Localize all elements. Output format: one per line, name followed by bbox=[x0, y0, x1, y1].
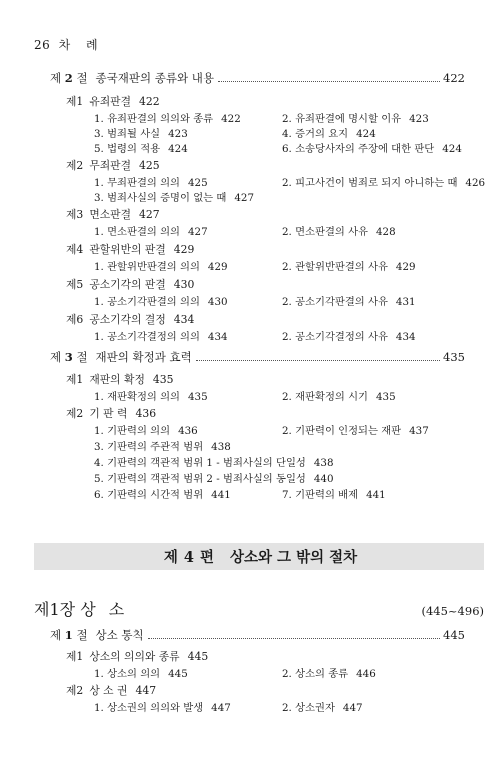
section-page: 422 bbox=[443, 71, 465, 85]
toc-item[interactable] bbox=[94, 454, 334, 469]
entry-text: 6. 소송당사자의 주장에 대한 판단 bbox=[282, 143, 435, 155]
leader-dots bbox=[218, 81, 440, 82]
section-2-entry[interactable] bbox=[50, 70, 465, 86]
entry-text: 2. 공소기각판결의 사유 bbox=[282, 296, 388, 308]
page-number: 423 bbox=[168, 128, 188, 140]
entry-text: 2. 피고사건이 범죄로 되지 아니하는 때 bbox=[282, 177, 458, 189]
leader-dots bbox=[196, 360, 440, 361]
subsection-entry[interactable] bbox=[66, 94, 160, 109]
entry-text: 2. 면소판결의 사유 bbox=[282, 226, 368, 238]
entry-text: 5. 법령의 적용 bbox=[94, 143, 161, 155]
page-number: 435 bbox=[188, 391, 208, 403]
toc-item[interactable] bbox=[94, 125, 188, 140]
page-number: 445 bbox=[187, 650, 209, 663]
entry-text: 3. 범죄될 사실 bbox=[94, 128, 161, 140]
toc-item[interactable] bbox=[282, 486, 386, 501]
page-number: 427 bbox=[188, 226, 208, 238]
page-number: 441 bbox=[211, 489, 231, 501]
page-number: 436 bbox=[135, 407, 157, 420]
subsection-entry[interactable] bbox=[66, 158, 160, 173]
part-label bbox=[161, 546, 217, 567]
entry-text: 2. 재판확정의 시기 bbox=[282, 391, 368, 403]
page-number: 426 bbox=[465, 177, 486, 189]
chapter-heading[interactable] bbox=[34, 597, 484, 620]
page-number: 429 bbox=[173, 243, 195, 256]
entry-text: 제4 bbox=[66, 243, 84, 256]
section-number bbox=[50, 349, 88, 365]
toc-item[interactable] bbox=[282, 699, 363, 714]
page-number: 435 bbox=[152, 373, 174, 386]
page-number: 431 bbox=[395, 296, 416, 308]
entry-text: 기 판 력 bbox=[89, 407, 128, 420]
entry-text: 2. 기판력이 인정되는 재판 bbox=[282, 425, 402, 437]
toc-item[interactable] bbox=[94, 665, 188, 680]
entry-text: 3. 기판력의 주관적 범위 bbox=[94, 441, 204, 453]
entry-text: 제1 bbox=[66, 650, 84, 663]
section-number bbox=[50, 627, 88, 643]
page-number: 422 bbox=[221, 113, 241, 125]
entry-text: 상소의 의의와 종류 bbox=[89, 650, 180, 663]
entry-text: 4. 증거의 요지 bbox=[282, 128, 349, 140]
page-number: 447 bbox=[135, 684, 157, 697]
entry-text: 2. 공소기각결정의 사유 bbox=[282, 331, 388, 343]
entry-text: 2. 관할위반판결의 사유 bbox=[282, 261, 388, 273]
page-number: 424 bbox=[442, 143, 462, 155]
entry-text: 제6 bbox=[66, 313, 84, 326]
toc-item[interactable] bbox=[94, 223, 208, 238]
page-number: 429 bbox=[395, 261, 416, 273]
toc-item[interactable] bbox=[94, 699, 231, 714]
page-number: 436 bbox=[178, 425, 198, 437]
toc-item[interactable] bbox=[94, 174, 208, 189]
entry-text: 3. 범죄사실의 증명이 없는 때 bbox=[94, 192, 227, 204]
entry-text: 1. 기판력의 의의 bbox=[94, 425, 171, 437]
section-title: 재판의 확정과 효력 bbox=[95, 350, 192, 364]
page-number: 425 bbox=[139, 159, 160, 172]
entry-text: 절 bbox=[76, 628, 88, 642]
entry-text: 1. 상소의 의의 bbox=[94, 668, 161, 680]
entry-text: 제1장 bbox=[34, 600, 76, 619]
entry-text: 유죄판결 bbox=[89, 95, 132, 108]
page-number: 423 bbox=[409, 113, 429, 125]
toc-item[interactable] bbox=[94, 388, 208, 403]
running-header bbox=[34, 36, 104, 53]
chapter-page-range: (445~496) bbox=[421, 604, 484, 618]
entry-text: 제2 bbox=[66, 159, 84, 172]
entry-text: 3 bbox=[64, 350, 73, 364]
toc-item[interactable] bbox=[94, 140, 188, 155]
header-title: 차 례 bbox=[58, 38, 104, 52]
page-number: 438 bbox=[211, 441, 231, 453]
toc-item[interactable] bbox=[282, 223, 396, 238]
page-number: 424 bbox=[168, 143, 188, 155]
entry-text: 1. 상소권의 의의와 발생 bbox=[94, 702, 204, 714]
subsection-entry[interactable] bbox=[66, 406, 156, 421]
entry-text: 2. 상소의 종류 bbox=[282, 668, 349, 680]
entry-text: 제 bbox=[50, 628, 62, 642]
entry-text: 2 bbox=[64, 71, 73, 85]
toc-item[interactable] bbox=[94, 293, 228, 308]
page-number: 424 bbox=[356, 128, 376, 140]
page-number: 445 bbox=[168, 668, 188, 680]
entry-text: 1 bbox=[64, 628, 73, 642]
entry-text: 5. 기판력의 객관적 범위 2 - 범죄사실의 동일성 bbox=[94, 473, 306, 485]
entry-text: 1. 유죄판결의 의의와 종류 bbox=[94, 113, 214, 125]
section-3-entry[interactable] bbox=[50, 349, 465, 365]
section-title: 종국재판의 종류와 내용 bbox=[95, 71, 214, 85]
entry-text: 4 bbox=[183, 549, 194, 566]
toc-item[interactable] bbox=[94, 438, 231, 453]
toc-item[interactable] bbox=[282, 422, 429, 437]
entry-text: 1. 재판확정의 의의 bbox=[94, 391, 180, 403]
entry-text: 1. 공소기각판결의 의의 bbox=[94, 296, 200, 308]
entry-text: 제1 bbox=[66, 373, 84, 386]
toc-item[interactable] bbox=[282, 125, 376, 140]
toc-item[interactable] bbox=[94, 486, 231, 501]
subsection-entry[interactable] bbox=[66, 312, 194, 327]
section-title: 상소 통칙 bbox=[95, 628, 144, 642]
page-number: 435 bbox=[376, 391, 396, 403]
entry-text: 4. 기판력의 객관적 범위 1 - 범죄사실의 단일성 bbox=[94, 457, 306, 469]
entry-text: 제 bbox=[50, 71, 62, 85]
entry-text: 제2 bbox=[66, 684, 84, 697]
page-number: 437 bbox=[409, 425, 429, 437]
header-page-number: 26 bbox=[34, 38, 51, 52]
page-number: 427 bbox=[234, 192, 254, 204]
part-title: 상소와 그 밖의 절차 bbox=[229, 549, 358, 566]
subsection-entry[interactable] bbox=[66, 277, 194, 292]
leader-dots bbox=[148, 638, 440, 639]
toc-item[interactable] bbox=[94, 328, 228, 343]
subsection-entry[interactable] bbox=[66, 683, 156, 698]
entry-text: 2. 상소권자 bbox=[282, 702, 335, 714]
entry-text: 7. 기판력의 배제 bbox=[282, 489, 359, 501]
entry-text: 공소기각의 판결 bbox=[89, 278, 166, 291]
toc-item[interactable] bbox=[282, 140, 462, 155]
page-number: 427 bbox=[139, 208, 160, 221]
toc-item[interactable] bbox=[94, 258, 228, 273]
toc-item[interactable] bbox=[94, 189, 254, 204]
entry-text: 면소판결 bbox=[89, 208, 132, 221]
page-number: 447 bbox=[211, 702, 231, 714]
entry-text: 상 소 bbox=[80, 600, 129, 619]
toc-item[interactable] bbox=[282, 258, 416, 273]
page-number: 425 bbox=[188, 177, 208, 189]
entry-text: 1. 면소판결의 의의 bbox=[94, 226, 180, 238]
entry-text: 제 bbox=[50, 350, 62, 364]
toc-item[interactable] bbox=[282, 110, 429, 125]
entry-text: 제 bbox=[163, 549, 178, 566]
entry-text: 2. 유죄판결에 명시할 이유 bbox=[282, 113, 402, 125]
page-number: 440 bbox=[313, 473, 334, 485]
entry-text: 절 bbox=[76, 350, 88, 364]
part-banner[interactable] bbox=[34, 543, 484, 570]
toc-item[interactable] bbox=[282, 328, 416, 343]
toc-item[interactable] bbox=[94, 470, 334, 485]
page-number: 430 bbox=[207, 296, 228, 308]
section-1-entry[interactable] bbox=[50, 627, 465, 643]
toc-item[interactable] bbox=[94, 422, 198, 437]
entry-text: 제1 bbox=[66, 95, 84, 108]
section-number bbox=[50, 70, 88, 86]
entry-text: 무죄판결 bbox=[89, 159, 132, 172]
entry-text: 제5 bbox=[66, 278, 84, 291]
entry-text: 상 소 권 bbox=[89, 684, 128, 697]
toc-item[interactable] bbox=[282, 174, 485, 189]
entry-text: 공소기각의 결정 bbox=[89, 313, 166, 326]
page-number: 434 bbox=[207, 331, 228, 343]
entry-text: 1. 관할위반판결의 의의 bbox=[94, 261, 200, 273]
toc-item[interactable] bbox=[94, 110, 241, 125]
toc-item[interactable] bbox=[282, 388, 396, 403]
page-number: 434 bbox=[395, 331, 416, 343]
entry-text: 관할위반의 판결 bbox=[89, 243, 166, 256]
page-number: 446 bbox=[356, 668, 376, 680]
entry-text: 재판의 확정 bbox=[89, 373, 145, 386]
subsection-entry[interactable] bbox=[66, 649, 208, 664]
section-page: 435 bbox=[443, 350, 465, 364]
entry-text: 제3 bbox=[66, 208, 84, 221]
page-number: 429 bbox=[207, 261, 228, 273]
page-number: 430 bbox=[173, 278, 195, 291]
entry-text: 편 bbox=[199, 549, 214, 566]
entry-text: 제2 bbox=[66, 407, 84, 420]
page-number: 447 bbox=[342, 702, 363, 714]
page-number: 438 bbox=[313, 457, 334, 469]
page-number: 434 bbox=[173, 313, 195, 326]
entry-text: 1. 무죄판결의 의의 bbox=[94, 177, 180, 189]
toc-item[interactable] bbox=[282, 293, 416, 308]
entry-text: 절 bbox=[76, 71, 88, 85]
page-number: 441 bbox=[366, 489, 386, 501]
entry-text: 1. 공소기각결정의 의의 bbox=[94, 331, 200, 343]
subsection-entry[interactable] bbox=[66, 372, 174, 387]
chapter-title bbox=[34, 597, 128, 620]
subsection-entry[interactable] bbox=[66, 207, 160, 222]
section-page: 445 bbox=[443, 628, 465, 642]
page-number: 422 bbox=[139, 95, 160, 108]
toc-item[interactable] bbox=[282, 665, 376, 680]
subsection-entry[interactable] bbox=[66, 242, 194, 257]
page-number: 428 bbox=[376, 226, 396, 238]
entry-text: 6. 기판력의 시간적 범위 bbox=[94, 489, 204, 501]
